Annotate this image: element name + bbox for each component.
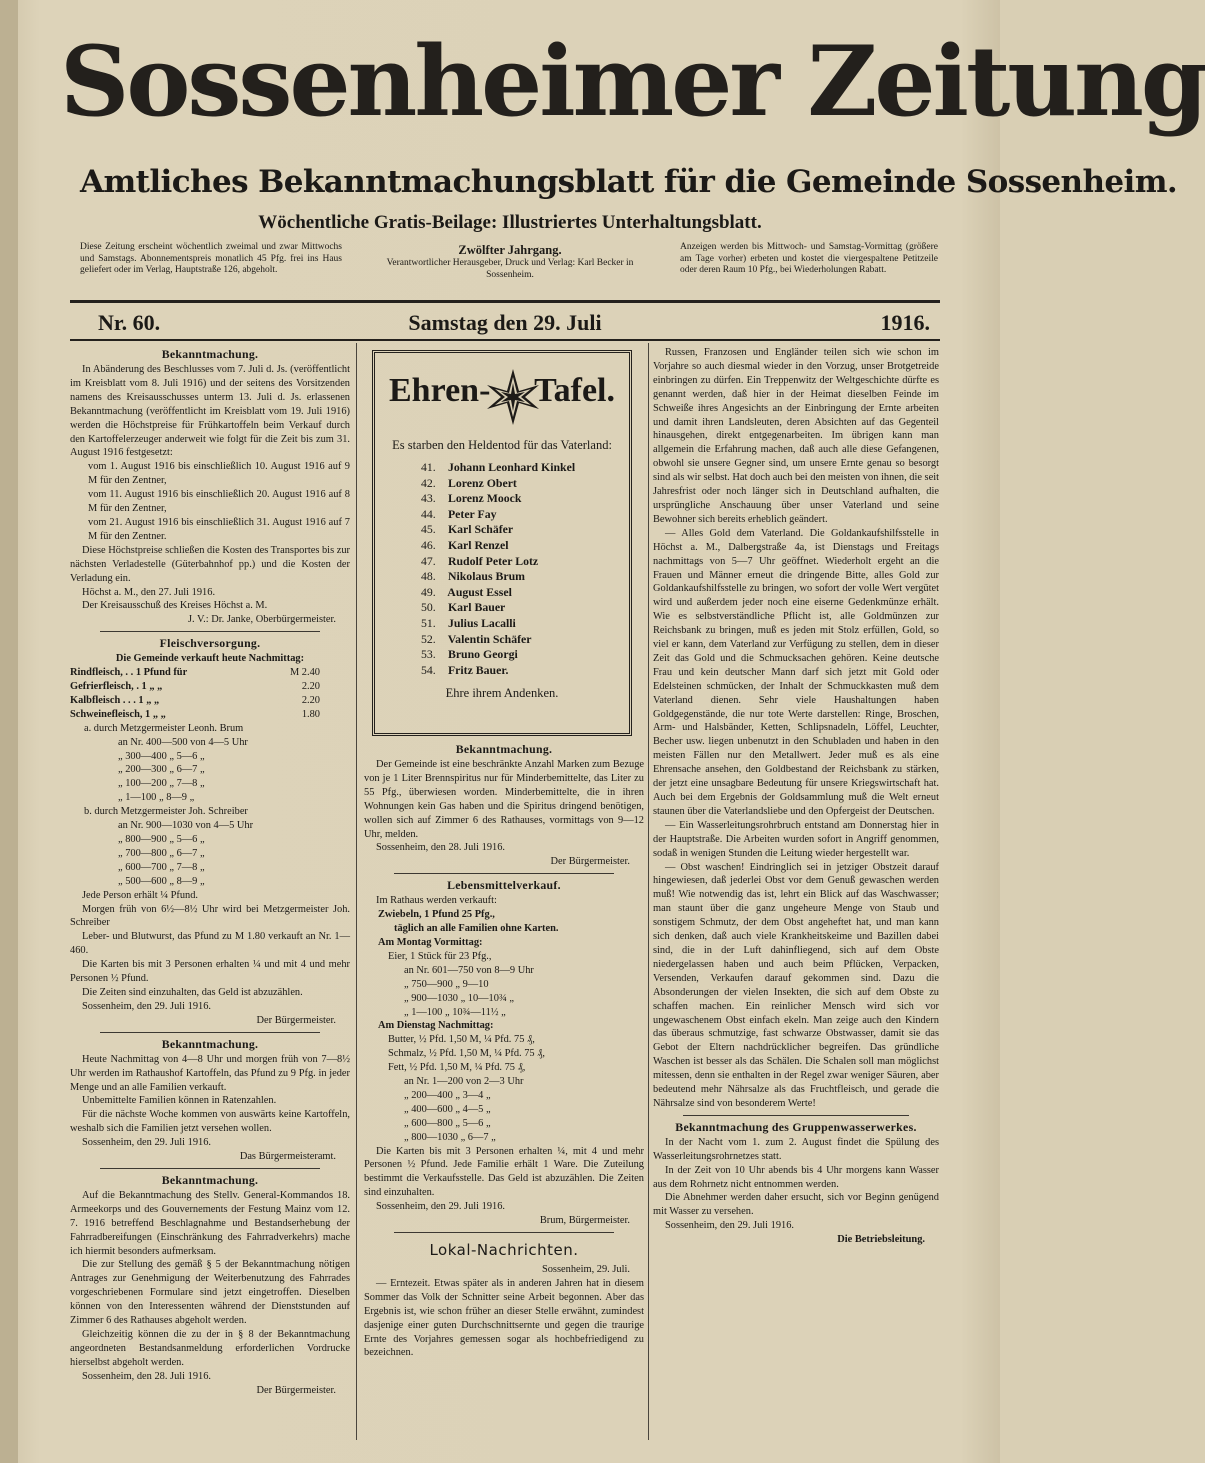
paragraph: „ 500—600 „ 8—9 „ — [118, 875, 205, 887]
paragraph: Gleichzeitig können die zu der in § 8 der Bekanntmachung angeordneten Bestandsanmeldung erforderlichen Vordrucke hierselbst abgeholt werden. — [70, 1329, 350, 1368]
list-item — [421, 460, 619, 476]
notice-authority: Der Kreisausschuß des Kreises Höchst a. M. — [82, 600, 268, 612]
soldier-name: Lorenz Obert — [445, 475, 517, 490]
paragraph: „ 750—900 „ 9—10 — [404, 978, 489, 990]
local-news-heading: Lokal-Nachrichten. — [429, 1241, 579, 1259]
list-number: 54. — [421, 662, 436, 677]
list-item — [421, 632, 619, 648]
egg-offer: Eier, 1 Stück für 23 Pfg., — [388, 950, 492, 962]
item-label: Rindfleisch, . . 1 Pfund für — [70, 667, 188, 679]
monday-heading: Am Montag Vormittag: — [378, 936, 483, 948]
paragraph: Auf die Bekanntmachung des Stellv. General-Kommandos 18. Armeekorps und des Gouvernements der Festung Mainz vom 12. 7. 1916 betreffend Beschlagnahme und Bestandserhebung der Fahrradbereifungen (Einschränkung des Fahrradverkehrs) mache ich hiermit besonders aufmerksam. — [70, 1189, 350, 1257]
butcher-b-schedule — [70, 819, 350, 889]
section-divider — [100, 1168, 320, 1169]
honor-roll-footer: Ehre ihrem Andenken. — [445, 686, 559, 701]
section-divider — [100, 631, 320, 632]
paragraph: Die Abnehmer werden daher ersucht, sich vor Beginn genügend mit Wasser zu versehen. — [653, 1192, 939, 1218]
notice-closing: Diese Höchstpreise schließen die Kosten des Transportes bis zur nächsten Verladestelle (Güterbahnhof pp.) und die Kosten der Verladung ein. — [70, 544, 350, 584]
paragraph: Unbemittelte Familien können in Ratenzahlen. — [82, 1095, 277, 1107]
paragraph: „ 600—700 „ 7—8 „ — [118, 861, 205, 873]
paragraph: In Abänderung des Beschlusses vom 7. Juli d. Js. (veröffentlicht im Kreisblatt vom 8. Juli 1916) und der seitens des Vorsitzenden namens des Kreisausschusses unterm 13. Juli d. Js. erlassenen Bekanntmachung (veröffentlicht im Kreisblatt vom 19. Juli 1916) werden die Höchstpreise für Frühkartoffeln beim Verkauf durch den Kartoffelerzeuger anderweit wie folgt für die Zeit bis zum 31. August 1916 festgesetzt: — [70, 364, 350, 459]
list-number: 50. — [421, 600, 436, 615]
list-item — [421, 663, 619, 679]
paragraph: an Nr. 1—200 von 2—3 Uhr — [404, 1076, 524, 1088]
masthead-title: Sossenheimer Zeitung — [60, 25, 1205, 138]
issue-year: 1916. — [880, 310, 930, 335]
right-column — [653, 346, 939, 1247]
header-rule-top — [70, 300, 940, 303]
honor-roll-word-1: Ehren- — [389, 372, 491, 409]
local-news-dateline: Sossenheim, 29. Juli. — [541, 1264, 630, 1275]
item-price: 1.80 — [301, 708, 320, 720]
price-list — [70, 460, 350, 543]
publisher-line: Verantwortlicher Herausgeber, Druck und Verlag: Karl Becker in Sossenheim. — [386, 258, 634, 280]
waterworks-heading: Bekanntmachung des Gruppenwasserwerkes. — [675, 1119, 917, 1134]
paragraph: Jede Person erhält ¼ Pfund. — [82, 889, 199, 901]
soldier-name: Julius Lacalli — [445, 615, 516, 630]
honor-roll-header — [385, 359, 619, 435]
paragraph: Die Zeiten sind einzuhalten, das Geld ist abzuzählen. — [82, 986, 303, 998]
list-number: 41. — [421, 460, 436, 474]
list-item — [421, 585, 619, 601]
meat-notes — [70, 889, 350, 1014]
butcher-b: b. durch Metzgermeister Joh. Schreiber — [84, 806, 248, 818]
list-item — [421, 491, 619, 507]
item-price: M 2.40 — [289, 667, 320, 679]
paragraph: Sossenheim, den 29. Juli 1916. — [376, 1201, 506, 1213]
onion-note: täglich an alle Familien ohne Karten. — [394, 923, 559, 935]
food-notes — [364, 1145, 644, 1215]
list-item — [421, 600, 619, 616]
soldier-name: Valentin Schäfer — [445, 631, 532, 646]
section-divider — [100, 1032, 320, 1033]
column-rule-1 — [356, 343, 357, 1440]
food-signature: Brum, Bürgermeister. — [539, 1215, 630, 1227]
left-column — [70, 346, 350, 1398]
paragraph: an Nr. 601—750 von 8—9 Uhr — [404, 964, 534, 976]
paragraph: Die zur Stellung des gemäß § 5 der Bekanntmachung nötigen Antrages zur Genehmigung der Weiterbenutzung des Fahrrades vorgeschriebenen Formulare sind jetzt eingetroffen. Dieselben können von den Interessenten während der Dienststunden auf Zimmer 6 des Rathauses abgeholt werden. — [70, 1259, 350, 1327]
list-item — [421, 647, 619, 663]
tuesday-heading: Am Dienstag Nachmittag: — [378, 1020, 494, 1032]
list-number: 46. — [421, 537, 436, 552]
list-number: 44. — [421, 506, 436, 521]
paragraph: vom 1. August 1916 bis einschließlich 10. August 1916 auf 9 M für den Zentner, — [88, 461, 350, 487]
fallen-soldiers-list — [421, 460, 619, 678]
table-row — [70, 680, 350, 694]
publisher-info — [380, 242, 640, 281]
advertising-info: Anzeigen werden bis Mittwoch- und Samstag-Vormittag (größere am Tage vorher) erbeten und kostet die viergespaltene Petitzeile oder deren Raum 10 Pfg., bei Wiederholungen Rabatt. — [680, 242, 938, 275]
masthead-subtitle: Amtliches Bekanntmachungsblatt für die Gemeinde Sossenheim. — [80, 164, 1178, 200]
paragraph: „ 1—100 „ 10¾—11½ „ — [404, 1006, 506, 1018]
paragraph: „ 900—1030 „ 10—10¾ „ — [404, 992, 514, 1004]
soldier-name: Rudolf Peter Lotz — [445, 553, 539, 568]
issue-number: Nr. 60. — [98, 310, 161, 335]
item-price: 2.20 — [301, 681, 320, 693]
meat-price-table — [70, 666, 350, 722]
volume-year: Zwölfter Jahrgang. — [458, 243, 562, 257]
notice-heading: Bekanntmachung. — [161, 1172, 259, 1187]
paragraph: — Obst waschen! Eindringlich sei in jetziger Obstzeit darauf hingewiesen, daß jederlei Obst vor dem Genuß gewaschen werden muß! Wie notwendig das ist, lehrt ein Blick auf das Waschwasser; man staunt über die ganz ungeheure Menge von Staub und sonstigem Schmutz, der dem Obst angeheftet hat, und man kann sich denken, daß auch viele Krankheitskeime und Bazillen dabei sind, die in der Luft dahinfliegend, sich auf dem Obste niedergelassen haben und auch beim Pflücken, Verpacken, Versenden, Verkaufen darauf gekommen sind. Dazu die Absonderungen der vielen Insekten, die sich auf dem Obste zu schaffen machen. Ein reinlicher Mensch wird sich vor ungewaschenem Obst einfach ekeln. Man zeige auch den Kindern das überaus schmutzige, fast schwarze Obstwasser, damit sie das Gebot der Eltern nachdrücklicher begreifen. Das gründliche Waschen ist besser als das Schälen. Die Schalen soll man möglichst mitessen, denn sie enthalten in der Regel zwar weniger Säuren, aber bedeutend mehr Nährsalze als das Fruchtfleisch, und gerade die Nährsalze sind von besonderem Werte! — [653, 861, 939, 1109]
section-divider — [394, 1232, 614, 1233]
middle-column — [364, 346, 644, 1360]
list-item — [421, 507, 619, 523]
notice-heading: Bekanntmachung. — [161, 1036, 259, 1051]
list-item — [421, 569, 619, 585]
paragraph: Sossenheim, den 28. Juli 1916. — [82, 1370, 212, 1382]
fat-schedule — [364, 1075, 644, 1145]
soldier-name: Peter Fay — [445, 506, 497, 521]
paragraph: Sossenheim, den 29. Juli 1916. — [82, 1000, 212, 1012]
notice-signature: Der Bürgermeister. — [256, 1384, 336, 1396]
waterworks-paragraphs — [653, 1136, 939, 1233]
list-item — [421, 538, 619, 554]
list-number: 48. — [421, 569, 436, 584]
item-price: 2.20 — [301, 694, 320, 706]
notice-paragraphs — [70, 1053, 350, 1150]
paragraph: „ 200—400 „ 3—4 „ — [404, 1089, 491, 1101]
paragraph: „ 800—1030 „ 6—7 „ — [404, 1131, 496, 1143]
onion-offer: Zwiebeln, 1 Pfund 25 Pfg., — [378, 909, 495, 921]
food-intro: Im Rathaus werden verkauft: — [376, 895, 497, 907]
item-label: Kalbfleisch . . . 1 „ „ — [70, 694, 160, 706]
notice-paragraphs — [70, 1189, 350, 1384]
list-item — [421, 554, 619, 570]
soldier-name: Fritz Bauer. — [445, 662, 509, 677]
paragraph: Butter, ½ Pfd. 1,50 M, ¼ Pfd. 75 ₰, — [388, 1034, 535, 1046]
paragraph: Heute Nachmittag von 4—8 Uhr und morgen früh von 7—8½ Uhr werden im Rathaushof Kartoffeln, das Pfund zu 9 Pfg. in jeder Menge und an alle Familien verkauft. — [70, 1053, 350, 1093]
butcher-a: a. durch Metzgermeister Leonh. Brum — [84, 722, 244, 734]
paragraph: Leber- und Blutwurst, das Pfund zu M 1.80 verkauft an Nr. 1—460. — [70, 931, 350, 957]
paragraph: „ 700—800 „ 6—7 „ — [118, 847, 205, 859]
meat-signature: Der Bürgermeister. — [256, 1014, 336, 1026]
paragraph: — Erntezeit. Etwas später als in anderen Jahren hat in diesem Sommer das Volk der Schnitter seine Arbeit begonnen. Aber das Ergebnis ist, wie schon früher an dieser Stelle erwähnt, zumindest dasjenige einer guten Durchschnittsernte und gegen die traurige Ernte des Vorjahres gemessen sogar als hochbefriedigend zu bezeichnen. — [364, 1277, 644, 1359]
paragraph: Die Karten bis mit 3 Personen erhalten ¼, mit 4 und mehr Personen ½ Pfund. Jede Familie erhält 1 Ware. Die Zuteilung bestimmt die Verkaufsstelle. Das Geld ist abzuzählen. Die Zeiten sind einzuhalten. — [364, 1145, 644, 1199]
honor-roll-word-2: Tafel. — [534, 372, 615, 409]
local-news-paragraphs — [364, 1277, 644, 1360]
list-number: 45. — [421, 522, 436, 537]
paragraph: „ 300—400 „ 5—6 „ — [118, 750, 205, 762]
subscription-info: Diese Zeitung erscheint wöchentlich zweimal und zwar Mittwochs und Samstags. Abonnementspreis monatlich 45 Pfg. frei ins Haus geliefert oder im Verlag, Hauptstraße 126, abgeholt. — [80, 242, 342, 275]
list-item — [421, 476, 619, 492]
soldier-name: Lorenz Moock — [445, 491, 522, 506]
paragraph: Fett, ½ Pfd. 1,50 M, ¼ Pfd. 75 ₰, — [388, 1062, 526, 1074]
notice-signature: Der Bürgermeister. — [550, 856, 630, 868]
paragraph: vom 11. August 1916 bis einschließlich 20. August 1916 auf 8 M für den Zentner, — [88, 489, 350, 515]
notice-heading: Bekanntmachung. — [161, 347, 259, 361]
list-number: 49. — [421, 584, 436, 599]
soldier-name: Nikolaus Brum — [445, 569, 525, 584]
paragraph: Der Gemeinde ist eine beschränkte Anzahl Marken zum Bezuge von je 1 Liter Brennspiritus nur für Minderbemittelte, das Liter zu 55 Pfg., überwiesen worden. Minderbemittelte, die in ihren Wohnungen kein Gas haben und die Spiritus dringend benötigen, wollen sich auf Zimmer 6 des Rathauses, vormittags von 9—12 Uhr, melden. — [364, 759, 644, 840]
list-number: 53. — [421, 647, 436, 662]
paragraph: Sossenheim, den 29. Juli 1916. — [665, 1220, 795, 1232]
notice-signature: J. V.: Dr. Janke, Oberbürgermeister. — [187, 614, 336, 626]
soldier-name: Bruno Georgi — [445, 647, 518, 662]
paragraph: Russen, Franzosen und Engländer teilen sich wie schon im Vorjahre so auch diesmal wieder in den Vorzug, unser Brotgetreide einbringen zu dürfen. Ein Treppenwitz der Weltgeschichte dürfte es genannt werden, daß hier in der Heimat dieselben Feinde im Schweiße ihres Angesichts an der Einbringung der Ernte arbeiten und damit ihren Landsleuten, deren Absichten auf das Gegenteil hinausgehen, direkt entgegenarbeiten. Im übrigen kann man allgemein die Erfahrung machen, daß auch alle diese Gefangenen, obwohl sie unsere Gegner sind, um unsere Ernte genau so besorgt sind als wir selbst. Hat doch auch bei den meisten von ihnen, die seit Jahresfrist oder noch länger sich in Deutschland aufhalten, die ursprüngliche Anschauung über unser Vaterland und seine Bewohner sich bereits erheblich geändert. — [653, 347, 939, 525]
paragraph: — Ein Wasserleitungsrohrbruch entstand am Donnerstag hier in der Hauptstraße. Die Arbeiten wurden sofort in Angriff genommen, sodaß in wenigen Stunden die Leitung wieder hergestellt war. — [653, 819, 939, 859]
paragraph: Für die nächste Woche kommen von auswärts keine Kartoffeln, weshalb sich die Familien jetzt versehen wollen. — [70, 1109, 350, 1135]
paragraph: „ 400—600 „ 4—5 „ — [404, 1103, 491, 1115]
paragraph: Schmalz, ½ Pfd. 1,50 M, ¼ Pfd. 75 ₰, — [388, 1048, 546, 1060]
list-number: 52. — [421, 631, 436, 646]
masthead-supplement: Wöchentliche Gratis-Beilage: Illustriertes Unterhaltungsblatt. — [258, 212, 762, 233]
issue-date: Samstag den 29. Juli — [408, 310, 602, 335]
list-number: 51. — [421, 615, 436, 630]
paragraph: „ 600—800 „ 5—6 „ — [404, 1117, 491, 1129]
notice-heading: Bekanntmachung. — [455, 742, 553, 756]
date-bar — [70, 308, 940, 338]
fat-offers — [364, 1033, 644, 1075]
item-label: Schweinefleisch, 1 „ „ — [70, 708, 166, 720]
item-label: Gefrierfleisch, . 1 „ „ — [70, 681, 163, 693]
table-row — [70, 666, 350, 680]
paragraph: Die Karten bis mit 3 Personen erhalten ¼ und mit 4 und mehr Personen ½ Pfund. — [70, 959, 350, 985]
list-number: 43. — [421, 491, 436, 506]
column-rule-2 — [648, 343, 649, 1440]
list-item — [421, 522, 619, 538]
paragraph: „ 100—200 „ 7—8 „ — [118, 778, 205, 790]
table-row — [70, 708, 350, 722]
soldier-name: August Essel — [445, 584, 512, 599]
list-number: 47. — [421, 553, 436, 568]
notice-signature: Das Bürgermeisteramt. — [239, 1151, 336, 1163]
local-news-continued — [653, 346, 939, 1111]
section-divider — [394, 873, 614, 874]
butcher-a-schedule — [70, 736, 350, 806]
meat-heading: Fleischversorgung. — [159, 636, 261, 651]
notice-paragraphs — [70, 363, 350, 460]
paragraph: an Nr. 400—500 von 4—5 Uhr — [118, 736, 248, 748]
list-number: 42. — [421, 475, 436, 490]
waterworks-signature: Die Betriebsleitung. — [837, 1234, 925, 1246]
notice-paragraphs — [364, 758, 644, 855]
egg-schedule — [364, 964, 644, 1020]
soldier-name: Karl Bauer — [445, 600, 506, 615]
paragraph: vom 21. August 1916 bis einschließlich 31. August 1916 auf 7 M für den Zentner. — [88, 516, 350, 542]
paragraph: „ 800—900 „ 5—6 „ — [118, 834, 205, 845]
paragraph: Sossenheim, den 29. Juli 1916. — [82, 1137, 212, 1149]
section-divider — [683, 1115, 909, 1116]
paragraph: Sossenheim, den 28. Juli 1916. — [376, 842, 506, 854]
table-row — [70, 694, 350, 708]
meat-intro: Die Gemeinde verkauft heute Nachmittag: — [115, 653, 305, 665]
soldier-name: Karl Schäfer — [445, 522, 514, 537]
soldier-name: Johann Leonhard Kinkel — [445, 460, 576, 474]
paragraph: In der Nacht vom 1. zum 2. August findet die Spülung des Wasserleitungsrohrnetzes statt. — [653, 1136, 939, 1162]
binding-edge — [0, 0, 18, 1463]
paragraph: — Alles Gold dem Vaterland. Die Goldankaufshilfsstelle in Höchst a. M., Dalbergstraße 4a, ist Dienstags und Freitags nachmittags von 5—7 Uhr geöffnet. Wiederholt ergeht an die Frauen und Männer erneut die dringende Bitte, alles Gold zur Goldankaufshilfsstelle zu bringen, wo sofort der volle Wert vergütet wird und außerdem jeder noch eine eiserne Gedenkmünze erhält. Wie es selbstverständliche Pflicht ist, alle Goldmünzen zur Reichsbank zu bringen, muß es jeden mit Stolz erfüllen, Gold, so viel er kann, dem Vaterland zur Verfügung zu stellen, dem in dieser Zeit das Gold und die Schmucksachen gehören. Keine deutsche Frau und kein deutscher Mann darf sich jetzt mit Gold oder Edelsteinen schmücken, der Inhalt der Schmuckkasten muß dem Vaterland dienen. Sehr viele Haushaltungen haben Goldgegenstände, die nur tote Werte darstellen: Ringe, Broschen, Arm- und Halsbänder, Ketten, Schlipsnadeln, Löffel, Leuchter, Becher usw. liegen unbenutzt in den Schubladen und haben in den meisten Fällen nur den Metallwert. Jeder muß es als eine Ehrensache ansehen, den Goldbestand der Reichsbank zu stärken, der jetzt eine unsagbare Bedeutung für unsere Kriegswirtschaft hat. Auch bei dem Ergebnis der Goldsammlung muß die Welt erneut staunen über die Vaterlandsliebe und den Opfergeist der Deutschen. — [653, 527, 939, 817]
paragraph: „ 200—300 „ 6—7 „ — [118, 764, 205, 776]
food-sale-heading: Lebensmittelverkauf. — [447, 878, 561, 893]
honor-roll-intro: Es starben den Heldentod für das Vaterland: — [392, 438, 612, 452]
paragraph: In der Zeit von 10 Uhr abends bis 4 Uhr morgens kann Wasser aus dem Rohrnetz nicht entnommen werden. — [653, 1164, 939, 1190]
list-item — [421, 616, 619, 632]
header-rule-bottom — [70, 339, 940, 341]
soldier-name: Karl Renzel — [445, 537, 509, 552]
paragraph: an Nr. 900—1030 von 4—5 Uhr — [118, 820, 254, 832]
honor-roll-box — [372, 350, 632, 736]
paragraph: Morgen früh von 6½—8½ Uhr wird bei Metzgermeister Joh. Schreiber — [70, 903, 350, 929]
paragraph: „ 1—100 „ 8—9 „ — [118, 792, 195, 804]
notice-place: Höchst a. M., den 27. Juli 1916. — [82, 586, 216, 598]
